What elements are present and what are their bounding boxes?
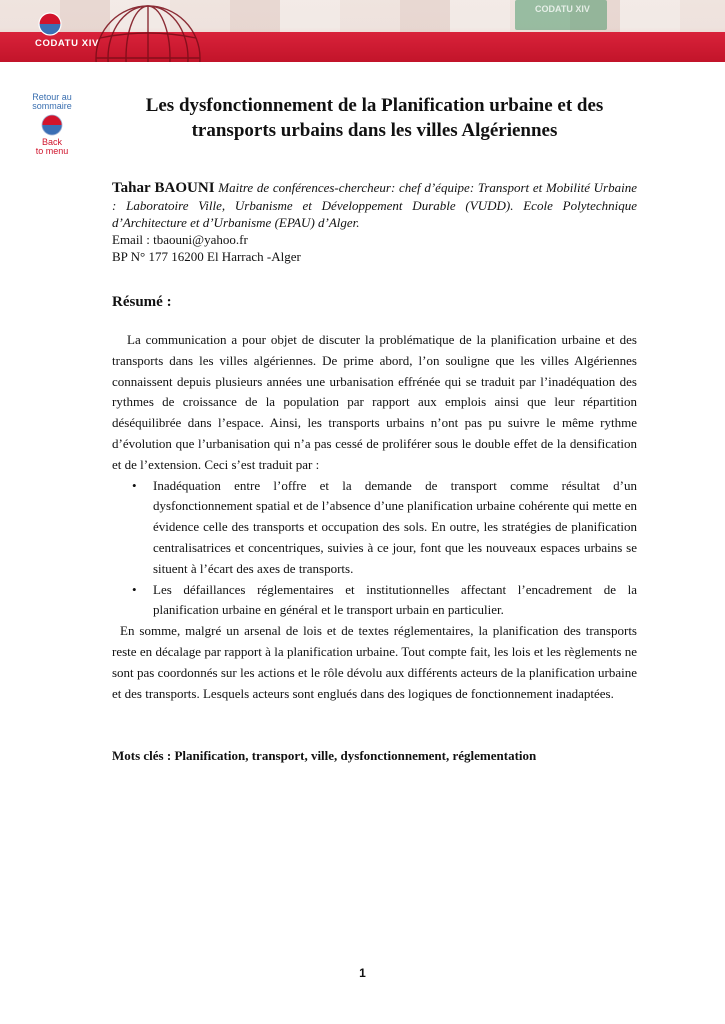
back-to-menu-link[interactable]	[26, 93, 78, 156]
author-email: Email : tbaouni@yahoo.fr	[112, 232, 248, 247]
title-line1: Les dysfonctionnement de la Planification urbaine et des	[145, 95, 604, 116]
logo-text: CODATU XIV	[35, 38, 99, 49]
header-banner	[0, 0, 725, 62]
codatu-globe-icon[interactable]	[41, 114, 63, 136]
page-number: 1	[359, 966, 366, 980]
abstract-paragraph-2: En somme, malgré un arsenal de lois et de textes réglementaires, la planification des transports reste en décalage par rapport à la planification urbaine. Tout compte fait, les lois et les règlements ne sont pas coordonnés sur les actions et le rôle dévolu aux différents acteurs de la planification urbaine et des transports. Lesquels acteurs sont englués dans des logiques de fonctionnement inadaptées.	[112, 623, 637, 701]
list-item-text: Inadéquation entre l’offre et la demande de transport comme résultat d’un dysfonctionnement spatial et de l’absence d’une planification urbaine cohérente qui mette en évidence celle des transports et occupation des sols. En outre, les stratégies de planification centralisatrices et concentriques, suivies à ce jour, font que les nouveaux espaces urbains se situent à l’écart des axes de transports.	[153, 477, 637, 576]
list-item	[112, 580, 637, 622]
back-link-en-line2[interactable]: to menu	[35, 146, 69, 156]
back-link-fr-line2[interactable]: sommaire	[32, 101, 72, 111]
author-block	[112, 179, 637, 265]
bullet-icon: •	[132, 581, 137, 597]
list-item-text: Les défaillances réglementaires et institutionnelles affectant l’encadrement de la planification urbaine en général et le transport urbain en particulier.	[153, 581, 637, 618]
abstract-body	[112, 330, 637, 704]
abstract-bullet-list	[112, 476, 637, 622]
abstract-paragraph-1: La communication a pour objet de discuter la problématique de la planification urbaine et des transports dans les villes algériennes. De prime abord, l’on souligne que les villes Algériennes connaissent depuis plusieurs années une urbanisation effrénée qui se traduit par l’inadéquation des rythmes de croissance de la population par rapport aux emplois ainsi que leur répartition déséquilibrée dans l’espace. Ainsi, les transports urbains n’ont pas pu suivre le même rythme d’évolution que l’urbanisation qui n’a pas cessé de proliférer sous le double effet de la densification et de l’extension. Ceci s’est traduit par :	[112, 332, 637, 472]
paper-title	[112, 93, 637, 143]
abstract-heading: Résumé :	[112, 294, 172, 310]
back-link-en-line1[interactable]: Back	[41, 137, 62, 147]
bullet-icon: •	[132, 477, 137, 493]
author-name: Tahar BAOUNI	[112, 180, 215, 196]
author-affiliation: Maitre de conférences-chercheur: chef d’équipe: Transport et Mobilité Urbaine : Laboratoire Ville, Urbanisme et Développement Durable (VUDD). Ecole Polytechnique d’Architecture et d’Urbanisme (EPAU) d’Alger.	[112, 180, 637, 230]
author-address: BP N° 177 16200 El Harrach -Alger	[112, 249, 301, 264]
keywords: Mots clés : Planification, transport, ville, dysfonctionnement, réglementation	[112, 748, 537, 763]
sign-text: CODATU XIV	[535, 4, 590, 14]
title-line2: transports urbains dans les villes Algériennes	[191, 120, 558, 141]
back-link-fr-line1[interactable]: Retour au	[32, 92, 72, 102]
list-item	[112, 476, 637, 580]
